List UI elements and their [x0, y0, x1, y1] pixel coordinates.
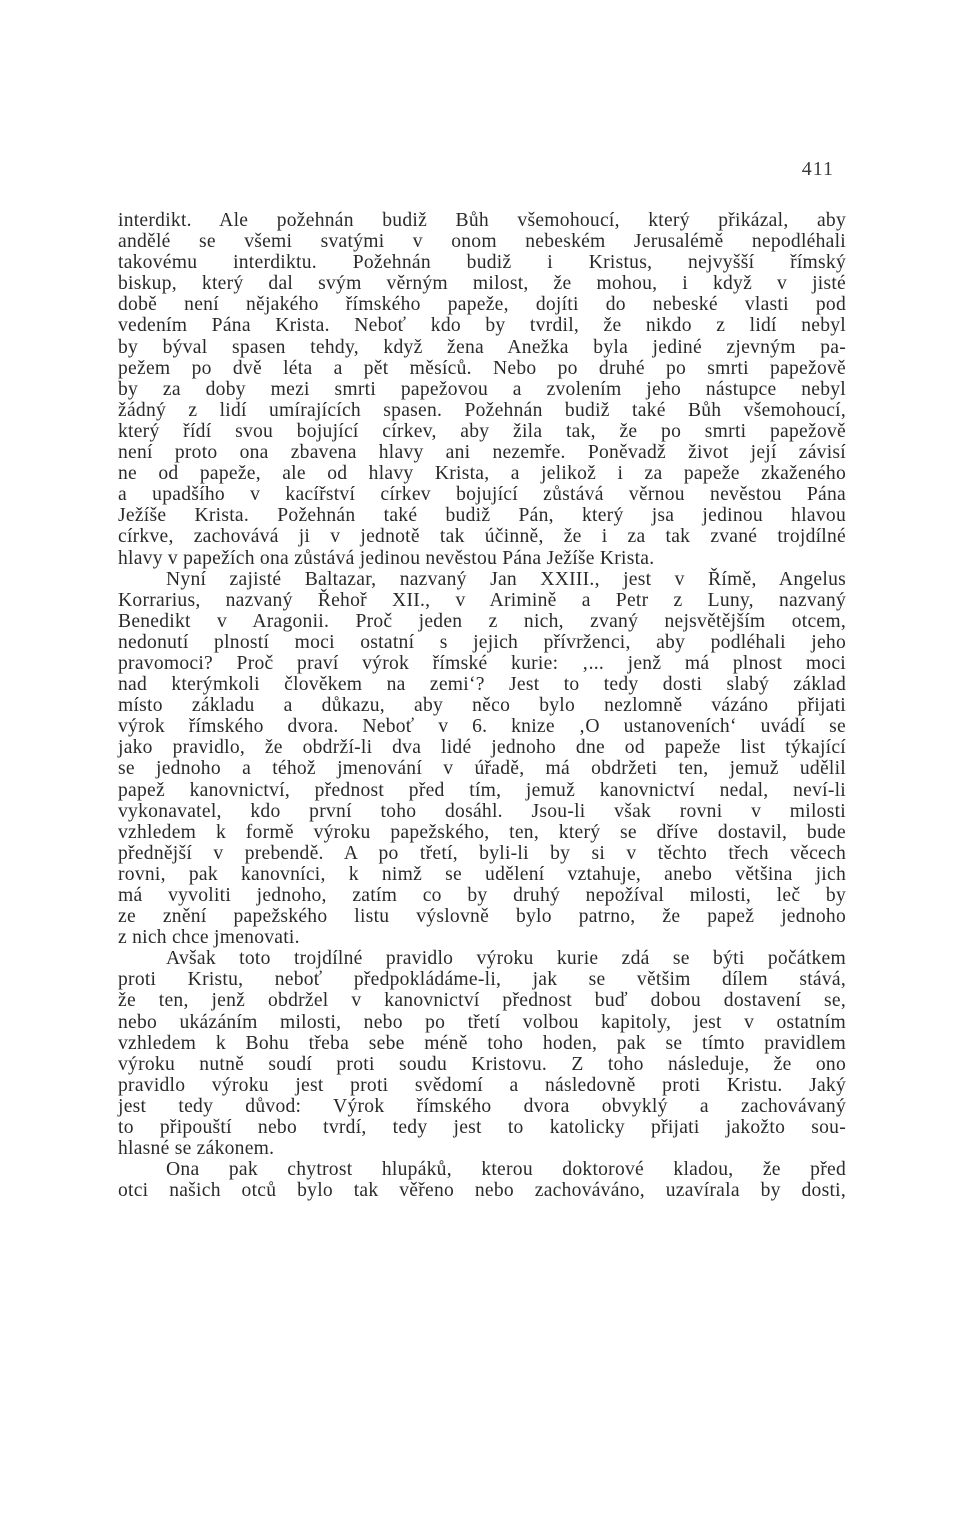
text-line: andělé se všemi svatými v onom nebeském Jerusalémě nepodléhali	[118, 231, 846, 253]
text-line: takovému interdiktu. Požehnán budiž i Kristus, nejvyšší římský	[118, 252, 846, 274]
text-line: ze znění papežského listu výslovně bylo patrno, že papež jednoho	[118, 906, 846, 928]
body-text	[118, 210, 846, 1201]
text-line: nedonutí plností moci ostatní s jejich přívrženci, aby podléhali jeho	[118, 631, 846, 653]
text-line: přednější v prebendě. A po třetí, byli-li by si v těchto třech věcech	[118, 842, 846, 864]
text-line: jako pravidlo, že obdrží-li dva lidé jednoho dne od papeže list týkající	[118, 737, 846, 759]
text-line: Korrarius, nazvaný Řehoř XII., v Arimině a Petr z Luny, nazvaný	[118, 589, 846, 611]
text-line: se jednoho a téhož jmenování v úřadě, má obdržeti ten, jemuž udělil	[118, 758, 846, 780]
page-number: 411	[801, 158, 834, 180]
text-line: výroku nutně soudí proti soudu Kristovu. Z toho následuje, že ono	[118, 1053, 846, 1075]
text-line: církve, zachovává ji v jednotě tak účinně, že i za tak zvané trojdílné	[118, 526, 846, 548]
text-line: místo základu a důkazu, aby něco bylo nezlomně vázáno přijati	[118, 695, 846, 717]
text-line: interdikt. Ale požehnán budiž Bůh všemohoucí, který přikázal, aby	[118, 210, 846, 231]
text-line: hlavy v papežích ona zůstává jedinou nevěstou Pána Ježíše Krista.	[118, 547, 655, 569]
text-line: a upadšího v kacířství církev bojující zůstává věrnou nevěstou Pána	[118, 484, 846, 506]
text-line: by býval spasen tehdy, když žena Anežka byla jediné zjevným pa-	[118, 336, 846, 358]
text-line: nebo ukázáním milosti, nebo po třetí volbou kapitoly, jest v ostatním	[118, 1011, 846, 1033]
text-line: proti Kristu, neboť předpokládáme-li, jak se většim dílem stává,	[118, 969, 846, 991]
text-line: by za doby mezi smrti papežovou a zvolením jeho nástupce nebyl	[118, 378, 846, 400]
text-line: který řídí svou bojující církev, aby žila tak, že po smrti papežově	[118, 420, 846, 442]
text-line: Ježíše Krista. Požehnán také budiž Pán, který jsa jedinou hlavou	[118, 505, 846, 527]
text-line: žádný z lidí umírajících spasen. Požehnán budiž také Bůh všemohoucí,	[118, 399, 846, 421]
text-line: není proto ona zbavena hlavy ani nezemře. Poněvadž život její závisí	[118, 442, 846, 464]
text-line: vykonavatel, kdo první toho dosáhl. Jsou-li však rovni v milosti	[118, 800, 846, 822]
text-line: pežem po dvě léta a pět měsíců. Nebo po druhé po smrti papežově	[118, 357, 846, 379]
text-line: výrok římského dvora. Neboť v 6. knize ‚O ustanoveních‘ uvádí se	[118, 716, 846, 738]
text-line: Ona pak chytrost hlupáků, kterou doktorové kladou, že před	[166, 1159, 846, 1181]
text-line: době není nějakého římského papeže, dojíti do nebeské vlasti pod	[118, 294, 846, 316]
text-line: z nich chce jmenovati.	[118, 927, 300, 949]
text-line: Benedikt v Aragonii. Proč jeden z nich, zvaný nejsvětějším otcem,	[118, 610, 846, 632]
text-line: pravomoci? Proč praví výrok římské kurie: ‚... jenž má plnost moci	[118, 652, 846, 674]
text-line: Nyní zajisté Baltazar, nazvaný Jan XXIII., jest v Římě, Angelus	[166, 568, 846, 590]
text-line: to připouští nebo tvrdí, tedy jest to katolicky přijati jakožto sou-	[118, 1117, 846, 1139]
text-line: že ten, jenž obdržel v kanovnictví přednost buď dobou dostavení se,	[118, 990, 846, 1012]
text-line: vedením Pána Krista. Neboť kdo by tvrdil, že nikdo z lidí nebyl	[118, 315, 846, 337]
text-line: ne od papeže, ale od hlavy Krista, a jelikož i za papeže zkaženého	[118, 463, 846, 485]
text-line: rovni, pak kanovníci, k nimž se udělení vztahuje, anebo většina jich	[118, 863, 846, 885]
text-line: papež kanovnictví, přednost před tím, jemuž kanovnictví nedal, neví-li	[118, 779, 846, 801]
text-line: pravidlo výroku jest proti svědomí a následovně proti Kristu. Jaký	[118, 1074, 846, 1096]
text-line: otci našich otců bylo tak věřeno nebo zachováváno, uzavírala by dosti,	[118, 1180, 846, 1202]
text-line: Avšak toto trojdílné pravidlo výroku kurie zdá se býti počátkem	[166, 948, 846, 970]
text-line: vzhledem k formě výroku papežského, ten, který se dříve dostavil, bude	[118, 821, 846, 843]
text-line: jest tedy důvod: Výrok římského dvora obvyklý a zachovávaný	[118, 1095, 846, 1117]
text-line: vzhledem k Bohu třeba sebe méně toho hoden, pak se tímto pravidlem	[118, 1032, 846, 1054]
text-line: biskup, který dal svým věrným milost, že mohou, i když v jisté	[118, 273, 846, 295]
text-line: nad kterýmkoli člověkem na zemi‘? Jest to tedy dosti slabý základ	[118, 674, 846, 696]
text-line: hlasné se zákonem.	[118, 1138, 275, 1160]
text-line: má vyvoliti jednoho, zatím co by druhý nepožíval milosti, leč by	[118, 885, 846, 906]
